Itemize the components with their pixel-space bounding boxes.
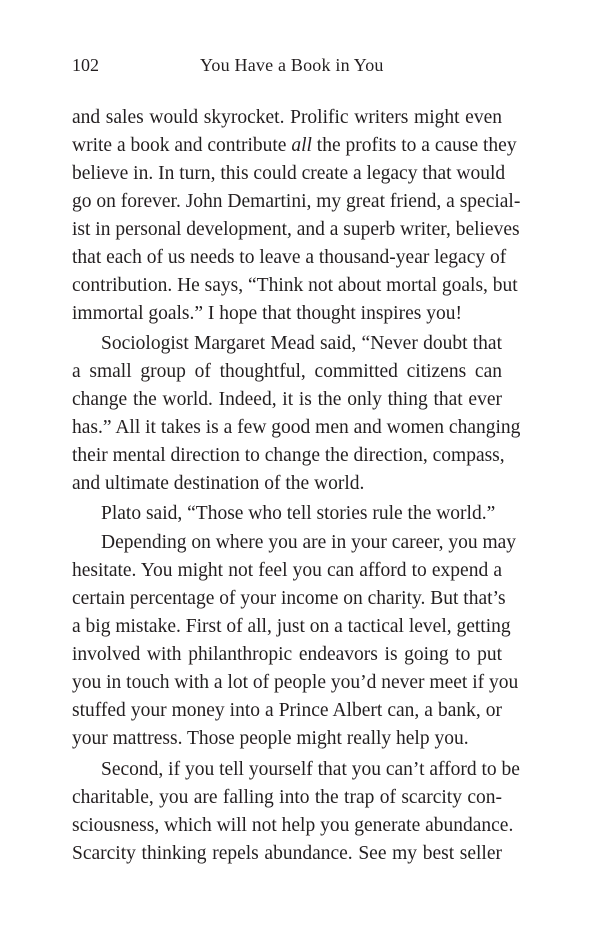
- text-line: hesitate. You might not feel you can afford to expend a: [72, 560, 502, 581]
- text-line: Plato said, “Those who tell stories rule the world.”: [101, 503, 496, 524]
- text-segment: the profits to a cause they: [316, 135, 517, 156]
- text-line: stuffed your money into a Prince Albert can, a bank, or: [72, 700, 502, 721]
- text-line: go on forever. John Demartini, my great friend, a special-: [72, 191, 521, 212]
- text-line: [72, 132, 517, 160]
- text-line: and sales would skyrocket. Prolific writers might even: [72, 107, 502, 128]
- text-line: Depending on where you are in your career, you may: [101, 532, 517, 553]
- text-line: contribution. He says, “Think not about mortal goals, but: [72, 275, 518, 296]
- text-line: a small group of thoughtful, committed citizens can: [72, 361, 502, 382]
- text-line: Scarcity thinking repels abundance. See my best seller: [72, 843, 502, 864]
- page-number: 102: [72, 55, 99, 75]
- text-line: has.” All it takes is a few good men and women changing: [72, 417, 521, 438]
- text-line: ist in personal development, and a superb writer, believes: [72, 219, 520, 240]
- text-line: you in touch with a lot of people you’d never meet if you: [72, 672, 519, 693]
- running-title: You Have a Book in You: [200, 55, 384, 75]
- text-line: and ultimate destination of the world.: [72, 473, 365, 494]
- text-line: a big mistake. First of all, just on a tactical level, getting: [72, 616, 511, 637]
- text-line: that each of us needs to leave a thousand-year legacy of: [72, 247, 507, 268]
- text-segment: write a book and contribute: [72, 135, 287, 156]
- text-line: Second, if you tell yourself that you can’t afford to be: [101, 759, 520, 780]
- text-line: change the world. Indeed, it is the only thing that ever: [72, 389, 502, 410]
- text-line: believe in. In turn, this could create a legacy that would: [72, 163, 506, 184]
- page-header: [72, 55, 502, 79]
- text-line: sciousness, which will not help you generate abundance.: [72, 815, 514, 836]
- text-line: your mattress. Those people might really help you.: [72, 728, 469, 749]
- text-line: their mental direction to change the direction, compass,: [72, 445, 505, 466]
- text-line: involved with philanthropic endeavors is going to put: [72, 644, 502, 665]
- text-line: Sociologist Margaret Mead said, “Never doubt that: [101, 333, 502, 354]
- text-line: charitable, you are falling into the trap of scarcity con-: [72, 787, 502, 808]
- text-line: immortal goals.” I hope that thought inspires you!: [72, 303, 462, 324]
- text-line: certain percentage of your income on charity. But that’s: [72, 588, 506, 609]
- emphasis-word: all: [291, 135, 312, 156]
